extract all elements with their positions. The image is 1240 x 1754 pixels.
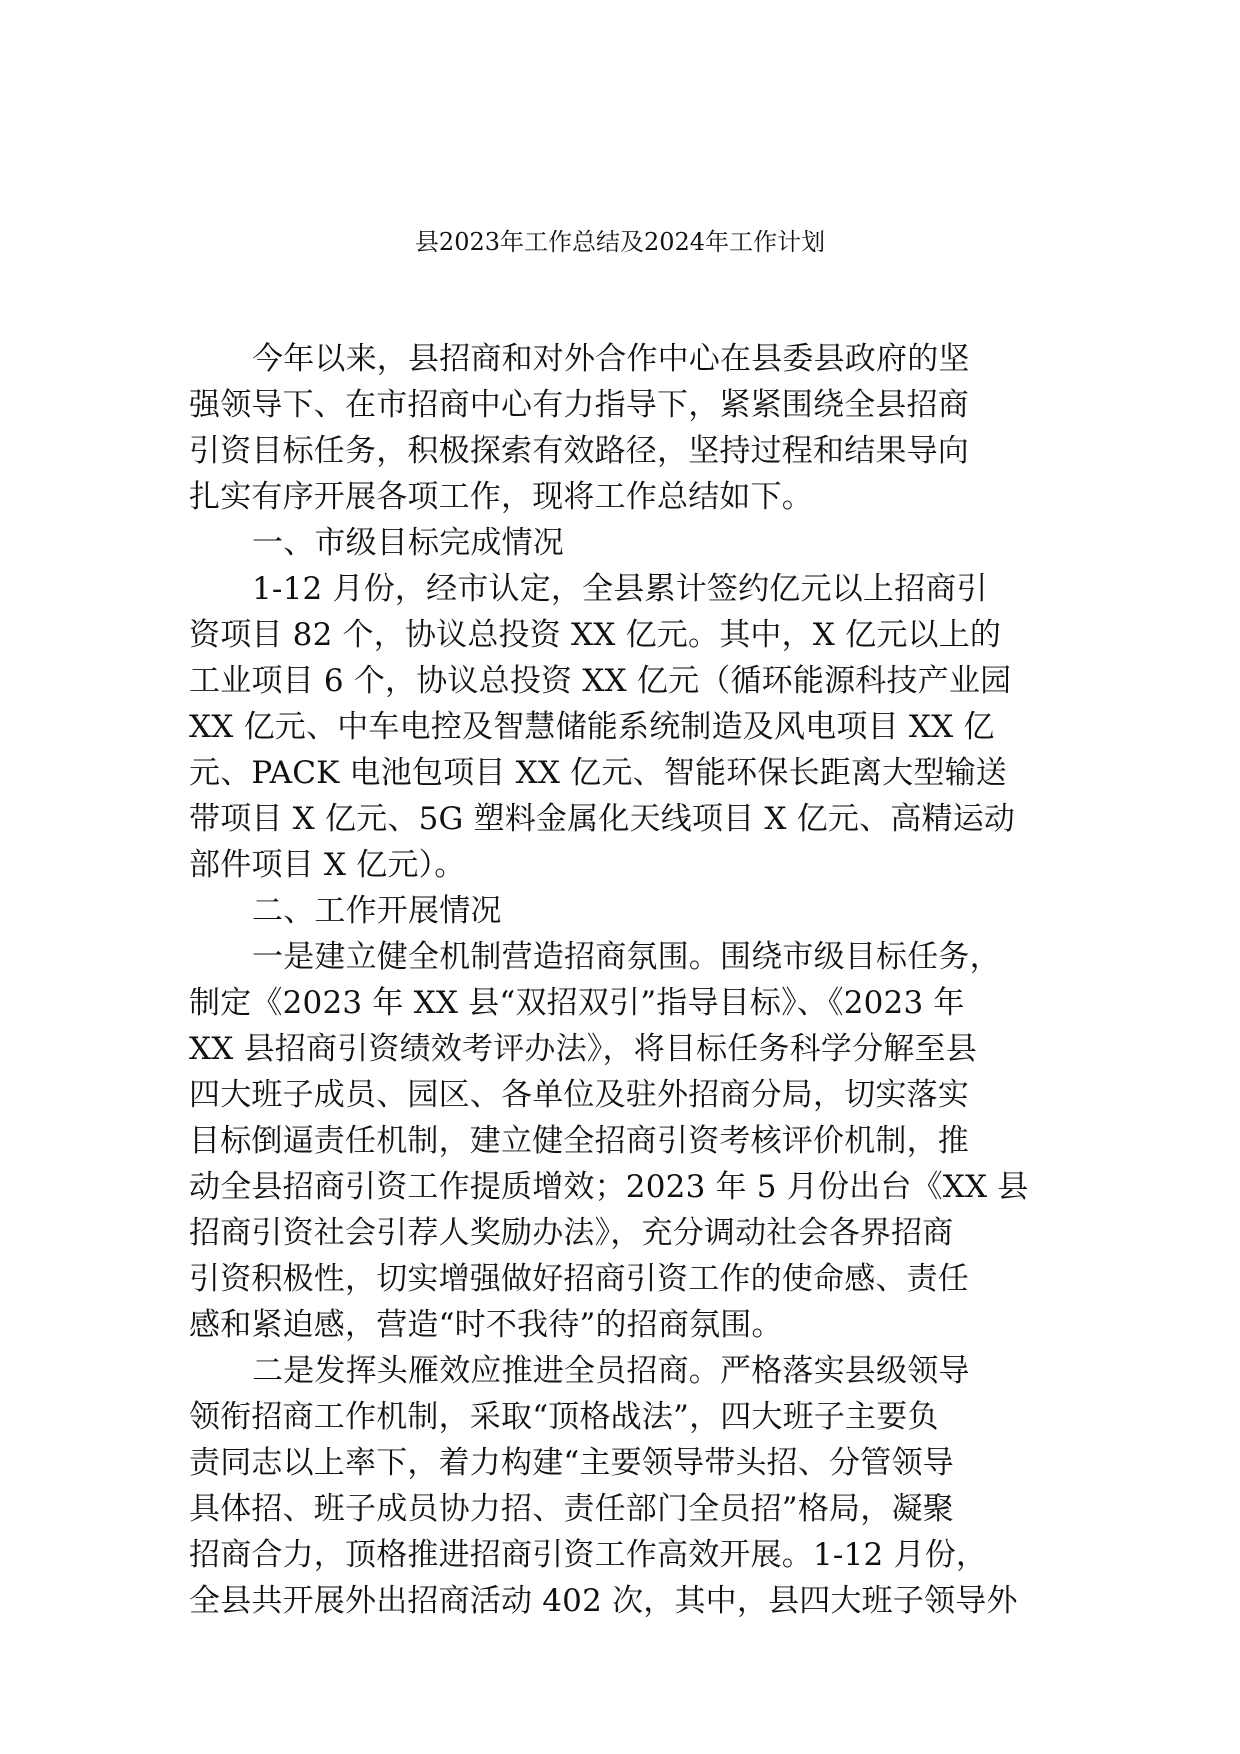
text-line: 招商引资社会引荐人奖励办法》，充分调动社会各界招商 xyxy=(189,1215,954,1251)
text-line: 引资目标任务，积极探索有效路径，坚持过程和结果导向 xyxy=(189,433,969,469)
text-line: 扎实有序开展各项工作，现将工作总结如下。 xyxy=(189,479,813,515)
text-line: 带项目 X 亿元、5G 塑料金属化天线项目 X 亿元、高精运动 xyxy=(189,801,1016,837)
text-line: XX 县招商引资绩效考评办法》，将目标任务科学分解至县 xyxy=(189,1031,977,1067)
text-line: 一是建立健全机制营造招商氛围。围绕市级目标任务， xyxy=(252,939,1001,975)
text-line: 二、工作开展情况 xyxy=(252,893,502,929)
text-line: 二是发挥头雁效应推进全员招商。严格落实县级领导 xyxy=(252,1353,970,1389)
text-line: 制定《2023 年 XX 县“双招双引”指导目标》、《2023 年 xyxy=(189,985,965,1021)
text-line: 动全县招商引资工作提质增效；2023 年 5 月份出台《XX 县 xyxy=(189,1169,1029,1205)
text-line: 招商合力，顶格推进招商引资工作高效开展。1-12 月份， xyxy=(189,1537,988,1573)
document-title: 县2023年工作总结及2024年工作计划 xyxy=(414,228,826,256)
text-line: 引资积极性，切实增强做好招商引资工作的使命感、责任 xyxy=(189,1261,969,1297)
text-line: 全县共开展外出招商活动 402 次，其中，县四大班子领导外 xyxy=(189,1583,1018,1619)
text-line: XX 亿元、中车电控及智慧储能系统制造及风电项目 XX 亿 xyxy=(189,709,995,745)
text-line: 目标倒逼责任机制，建立健全招商引资考核评价机制，推 xyxy=(189,1123,969,1159)
text-line: 领衔招商工作机制，采取“顶格战法”，四大班子主要负 xyxy=(189,1399,939,1435)
text-line: 责同志以上率下，着力构建“主要领导带头招、分管领导 xyxy=(189,1445,954,1481)
text-line: 今年以来，县招商和对外合作中心在县委县政府的坚 xyxy=(252,341,970,377)
text-line: 部件项目 X 亿元）。 xyxy=(189,847,466,883)
document-body xyxy=(189,336,1051,1624)
text-line: 强领导下、在市招商中心有力指导下，紧紧围绕全县招商 xyxy=(189,387,969,423)
text-line: 四大班子成员、园区、各单位及驻外招商分局，切实落实 xyxy=(189,1077,969,1113)
text-line: 1-12 月份，经市认定，全县累计签约亿元以上招商引 xyxy=(252,571,988,607)
text-line: 工业项目 6 个，协议总投资 XX 亿元（循环能源科技产业园 xyxy=(189,663,1012,699)
text-line: 感和紧迫感，营造“时不我待”的招商氛围。 xyxy=(189,1307,783,1343)
text-line: 资项目 82 个，协议总投资 XX 亿元。其中，X 亿元以上的 xyxy=(189,617,1002,653)
text-line: 具体招、班子成员协力招、责任部门全员招”格局，凝聚 xyxy=(189,1491,954,1527)
text-line: 一、市级目标完成情况 xyxy=(252,525,564,561)
text-line: 元、PACK 电池包项目 XX 亿元、智能环保长距离大型输送 xyxy=(189,755,1007,791)
